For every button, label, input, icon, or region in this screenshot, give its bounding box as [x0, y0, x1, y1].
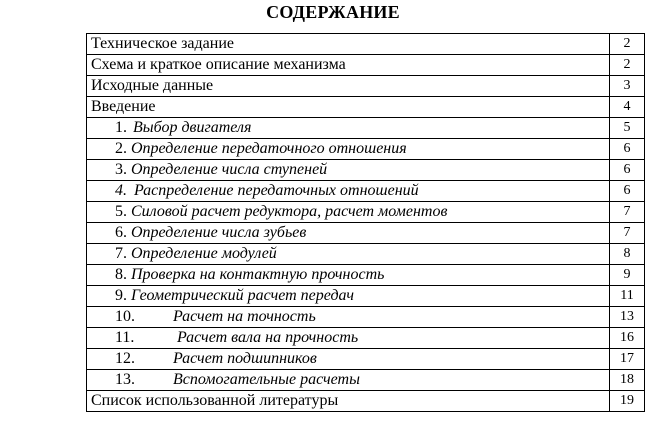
toc-row	[87, 160, 645, 181]
toc-entry-label	[87, 286, 610, 307]
toc-entry-text: Техническое задание	[91, 35, 234, 52]
toc-row	[87, 328, 645, 349]
toc-entry-page: 9	[610, 265, 645, 286]
toc-entry-number: 11.	[115, 329, 135, 346]
toc-entry-text: Введение	[91, 98, 156, 115]
toc-entry-label	[87, 139, 610, 160]
toc-entry-page: 6	[610, 160, 645, 181]
toc-row	[87, 265, 645, 286]
toc-entry-label	[87, 349, 610, 370]
toc-entry-label	[87, 34, 610, 55]
toc-entry-page: 6	[610, 181, 645, 202]
toc-entry-text: Распределение передаточных отношений	[134, 182, 419, 199]
toc-entry-number: 6.	[115, 224, 127, 241]
toc-entry-page: 13	[610, 307, 645, 328]
toc-row	[87, 181, 645, 202]
toc-row	[87, 97, 645, 118]
toc-entry-page: 16	[610, 328, 645, 349]
toc-entry-number: 3.	[115, 161, 127, 178]
toc-row	[87, 370, 645, 391]
toc-entry-page: 19	[610, 391, 645, 412]
toc-entry-text: Выбор двигателя	[133, 119, 252, 136]
toc-entry-page: 11	[610, 286, 645, 307]
toc-entry-number: 7.	[115, 245, 127, 262]
toc-entry-page: 5	[610, 118, 645, 139]
toc-entry-label	[87, 391, 610, 412]
toc-entry-label	[87, 244, 610, 265]
toc-entry-text: Определение числа ступеней	[131, 161, 328, 178]
toc-entry-number: 13.	[115, 371, 135, 388]
toc-entry-number: 10.	[115, 308, 135, 325]
toc-entry-text: Определение модулей	[131, 245, 277, 262]
toc-entry-text: Схема и краткое описание механизма	[91, 56, 346, 73]
toc-row	[87, 76, 645, 97]
toc-entry-text: Силовой расчет редуктора, расчет моментов	[131, 203, 448, 220]
toc-entry-page: 7	[610, 223, 645, 244]
toc-entry-text: Расчет подшипников	[173, 350, 317, 367]
toc-entry-number: 5.	[115, 203, 127, 220]
toc-entry-page: 18	[610, 370, 645, 391]
document-title: СОДЕРЖАНИЕ	[266, 2, 400, 22]
toc-entry-page: 7	[610, 202, 645, 223]
toc-entry-number: 9.	[115, 287, 127, 304]
toc-row	[87, 34, 645, 55]
toc-entry-label	[87, 265, 610, 286]
toc-entry-text: Определение передаточного отношения	[131, 140, 407, 157]
toc-entry-number: 2.	[115, 140, 127, 157]
toc-entry-label	[87, 202, 610, 223]
toc-entry-text: Проверка на контактную прочность	[131, 266, 385, 283]
toc-entry-text: Расчет вала на прочность	[177, 329, 359, 346]
toc-entry-number: 4.	[115, 182, 127, 199]
toc-entry-page: 17	[610, 349, 645, 370]
toc-entry-page: 8	[610, 244, 645, 265]
toc-entry-label	[87, 181, 610, 202]
table-of-contents	[86, 33, 645, 412]
toc-entry-number: 8.	[115, 266, 127, 283]
toc-entry-label	[87, 328, 610, 349]
toc-row	[87, 286, 645, 307]
toc-row	[87, 391, 645, 412]
toc-row	[87, 139, 645, 160]
toc-row	[87, 202, 645, 223]
toc-entry-label	[87, 160, 610, 181]
toc-entry-text: Геометрический расчет передач	[131, 287, 354, 304]
toc-row	[87, 244, 645, 265]
toc-entry-page: 6	[610, 139, 645, 160]
toc-row	[87, 118, 645, 139]
toc-entry-label	[87, 118, 610, 139]
toc-entry-label	[87, 223, 610, 244]
toc-entry-page: 4	[610, 97, 645, 118]
toc-entry-page: 2	[610, 55, 645, 76]
toc-entry-page: 3	[610, 76, 645, 97]
toc-entry-text: Список использованной литературы	[91, 392, 339, 409]
toc-entry-label	[87, 76, 610, 97]
toc-entry-number: 1.	[115, 119, 127, 136]
toc-entry-page: 2	[610, 34, 645, 55]
toc-entry-text: Исходные данные	[91, 77, 214, 94]
toc-entry-label	[87, 307, 610, 328]
toc-row	[87, 307, 645, 328]
toc-entry-text: Определение числа зубьев	[131, 224, 307, 241]
toc-entry-text: Расчет на точность	[173, 308, 316, 325]
toc-entry-label	[87, 370, 610, 391]
toc-row	[87, 223, 645, 244]
toc-entry-number: 12.	[115, 350, 135, 367]
toc-row	[87, 349, 645, 370]
toc-entry-label	[87, 97, 610, 118]
toc-entry-label	[87, 55, 610, 76]
toc-entry-text: Вспомогательные расчеты	[173, 371, 360, 388]
toc-row	[87, 55, 645, 76]
